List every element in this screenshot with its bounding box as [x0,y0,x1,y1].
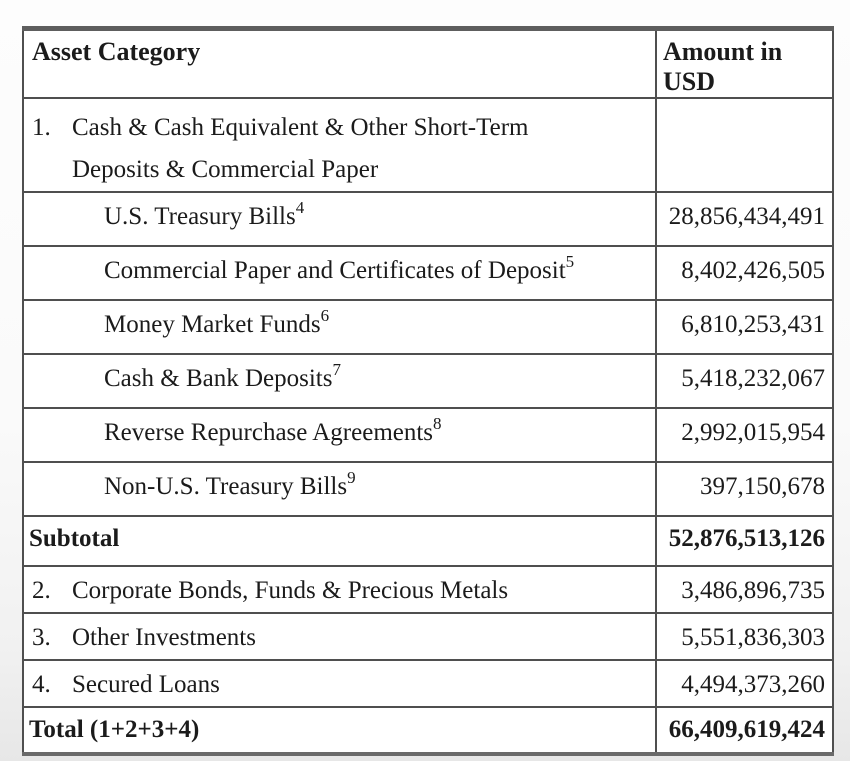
table-row [23,707,833,754]
asset-label-cell [23,660,656,707]
row-label: Cash & Cash Equivalent & Other Short-Term Deposits & Commercial Paper [72,114,529,183]
table-row [23,660,833,707]
asset-label-cell [23,516,656,566]
row-label: Subtotal [29,525,120,552]
asset-label-cell [23,354,656,408]
table-row [23,566,833,613]
row-label: Secured Loans [72,671,220,698]
table-row [23,300,833,354]
table-row [23,462,833,516]
row-label: Cash & Bank Deposits [104,365,333,392]
table-row [23,98,833,192]
asset-label-cell [23,613,656,660]
table-header-row [23,29,833,99]
footnote-reference: 9 [347,468,356,487]
amount-in-usd-header: Amount in USD [656,29,833,99]
row-label: Money Market Funds [104,311,321,338]
footnote-reference: 4 [295,198,305,217]
amount-cell: 28,856,434,491 [656,192,833,246]
row-label: Corporate Bonds, Funds & Precious Metals [72,577,509,604]
footnote-reference: 6 [320,306,330,325]
footnote-reference: 5 [565,252,575,271]
asset-label-cell [23,566,656,613]
table-row [23,354,833,408]
row-number: 1. [32,114,51,141]
table-row [23,613,833,660]
row-label: Other Investments [72,624,256,651]
row-number: 4. [32,671,51,698]
row-number: 2. [32,577,51,604]
row-label: Non-U.S. Treasury Bills [104,473,348,500]
amount-cell [656,98,833,192]
amount-cell: 66,409,619,424 [656,707,833,754]
asset-label-cell [23,408,656,462]
row-label: Total (1+2+3+4) [29,716,200,743]
asset-label-cell [23,98,656,192]
asset-label-cell [23,707,656,754]
footnote-reference: 7 [332,360,341,379]
asset-category-header: Asset Category [23,29,656,99]
asset-label-cell [23,462,656,516]
amount-cell: 52,876,513,126 [656,516,833,566]
table-body [23,98,833,754]
table-row [23,192,833,246]
asset-holdings-table [22,26,834,756]
row-label: Reverse Repurchase Agreements [104,419,434,446]
amount-cell: 2,992,015,954 [656,408,833,462]
table-row [23,246,833,300]
row-label: Commercial Paper and Certificates of Deposit [104,257,566,284]
amount-cell: 397,150,678 [656,462,833,516]
amount-cell: 5,418,232,067 [656,354,833,408]
asset-label-cell [23,246,656,300]
amount-cell: 4,494,373,260 [656,660,833,707]
amount-cell: 6,810,253,431 [656,300,833,354]
amount-cell: 8,402,426,505 [656,246,833,300]
amount-cell: 5,551,836,303 [656,613,833,660]
table-row [23,408,833,462]
table-row [23,516,833,566]
footnote-reference: 8 [433,414,442,433]
row-label: U.S. Treasury Bills [104,203,296,230]
asset-label-cell [23,300,656,354]
amount-cell: 3,486,896,735 [656,566,833,613]
row-number: 3. [32,624,51,651]
asset-label-cell [23,192,656,246]
